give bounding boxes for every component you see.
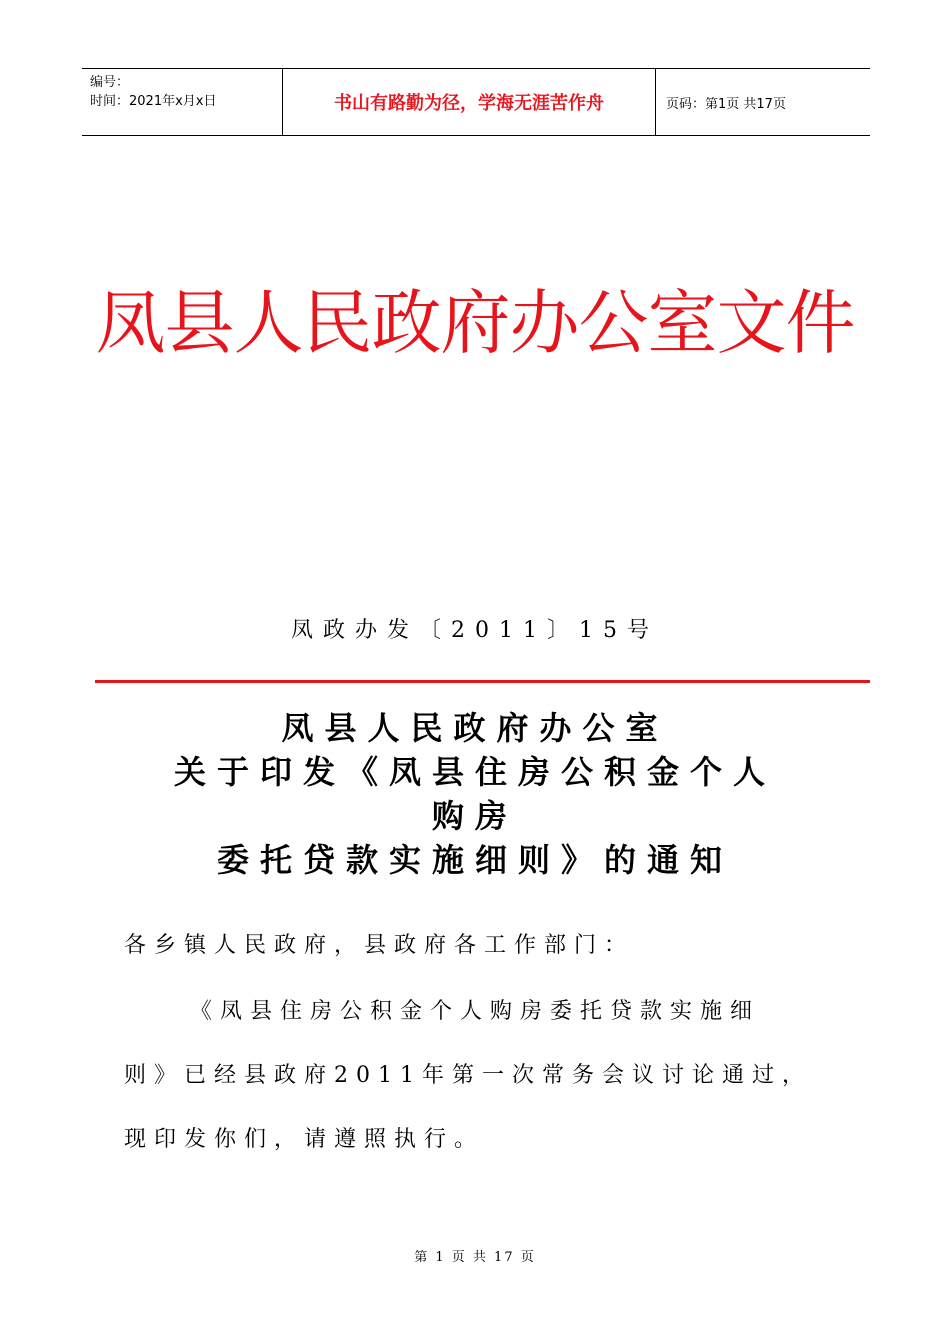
- notice-title: [0, 706, 950, 882]
- notice-title-line: 关于印发《凤县住房公积金个人: [173, 753, 776, 791]
- notice-body: [124, 924, 844, 1172]
- time-label: 时间：2021年x月x日: [90, 94, 217, 109]
- body-paragraph: [124, 980, 844, 1172]
- document-number: 凤政办发〔2011〕15号: [291, 618, 659, 643]
- body-line: 《凤县住房公积金个人购房委托贷款实施细: [190, 999, 761, 1024]
- red-divider: [95, 680, 870, 683]
- notice-title-line: 委托贷款实施细则》的通知: [216, 841, 733, 879]
- notice-title-line: 凤县人民政府办公室: [281, 709, 669, 747]
- page-header: [82, 68, 870, 136]
- salutation: 各乡镇人民政府，县政府各工作部门：: [124, 933, 635, 958]
- header-motto: 书山有路勤为径，学海无涯苦作舟: [282, 69, 656, 135]
- body-line: 现印发你们，请遵照执行。: [124, 1127, 485, 1152]
- page-footer: 第 1 页 共 17 页: [414, 1250, 536, 1265]
- issuer-title: 凤县人民政府办公室文件: [95, 282, 855, 364]
- header-meta: [82, 69, 282, 135]
- number-label: 编号：: [90, 75, 130, 90]
- body-line: 则》已经县政府2011年第一次常务会议讨论通过，: [124, 1063, 812, 1088]
- notice-title-line: 购房: [431, 797, 518, 835]
- header-page-info: 页码：第1页 共17页: [666, 96, 786, 112]
